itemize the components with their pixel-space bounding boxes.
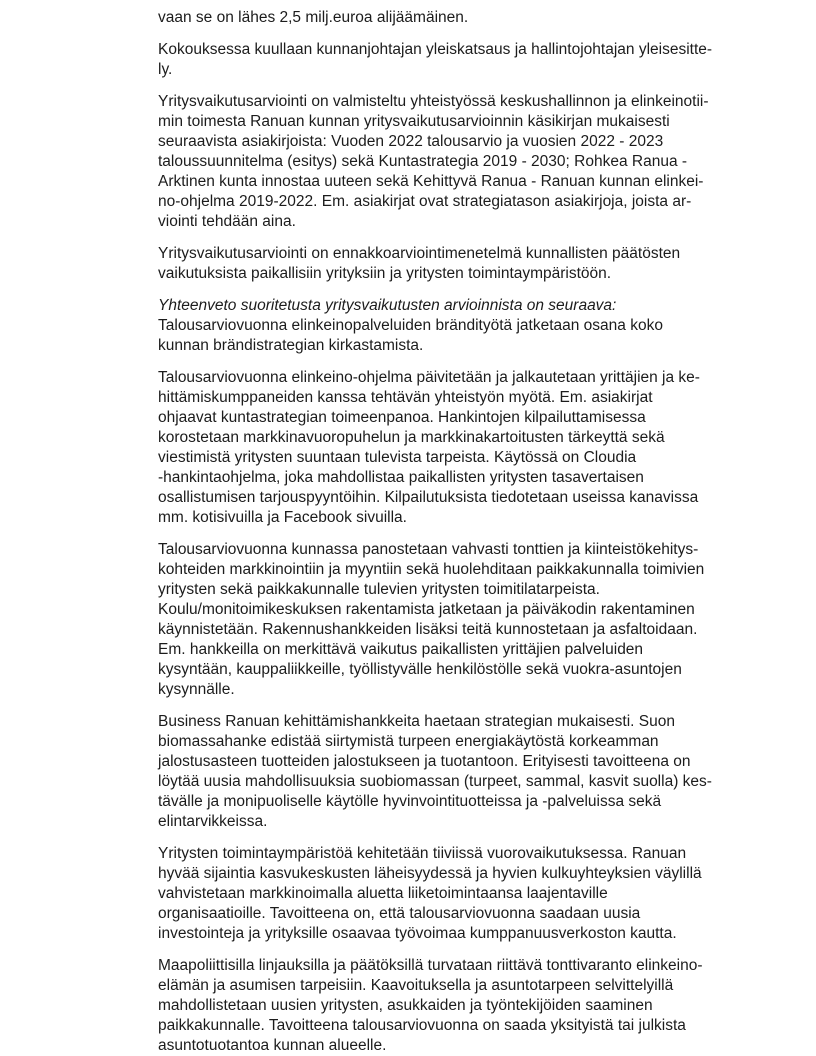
- paragraph-4: [158, 244, 798, 284]
- text-line: kohteiden markkinointiin ja myyntiin sekä huolehditaan paikkakunnalla toimivien: [158, 561, 705, 578]
- text-line: Yhteenveto suoritetusta yritysvaikutusten arvioinnista on seuraava:: [158, 297, 617, 314]
- paragraph-7: [158, 540, 798, 700]
- text-line: no-ohjelma 2019-2022. Em. asiakirjat ovat strategiatason asiakirjoja, joista ar-: [158, 193, 692, 210]
- text-line: biomassahanke edistää siirtymistä turpeen energiakäytöstä korkeamman: [158, 733, 659, 750]
- text-line: vahvistetaan markkinoimalla aluetta liiketoimintaansa laajentaville: [158, 885, 608, 902]
- text-line: osallistumisen tarjouspyyntöihin. Kilpailutuksista tiedotetaan useissa kanavissa: [158, 489, 699, 506]
- text-line: kunnan brändistrategian kirkastamista.: [158, 337, 424, 354]
- text-line: Yritysvaikutusarviointi on valmisteltu yhteistyössä keskushallinnon ja elinkeinotii-: [158, 93, 709, 110]
- text-line: seuraavista asiakirjoista: Vuoden 2022 talousarvio ja vuosien 2022 - 2023: [158, 133, 664, 150]
- paragraph-10: [158, 956, 798, 1056]
- text-line: mahdollistetaan uusien yritysten, asukkaiden ja työntekijöiden saaminen: [158, 997, 653, 1014]
- paragraph-3: [158, 92, 798, 232]
- document-body: [158, 8, 798, 1056]
- text-line: kysynnälle.: [158, 681, 235, 698]
- text-line: Maapoliittisilla linjauksilla ja päätöksillä turvataan riittävä tonttivaranto elinkeino-: [158, 957, 703, 974]
- text-line: paikkakunnalle. Tavoitteena talousarviovuonna on saada yksityistä tai julkista: [158, 1017, 686, 1034]
- text-line: löytää uusia mahdollisuuksia suobiomassan (turpeet, sammal, kasvit suolla) kes-: [158, 773, 712, 790]
- text-line: asuntotuotantoa kunnan alueelle.: [158, 1037, 387, 1054]
- text-line: Koulu/monitoimikeskuksen rakentamista jatketaan ja päiväkodin rakentaminen: [158, 601, 695, 618]
- text-line: kysyntään, kauppaliikkeille, työllistyvälle henkilöstölle sekä vuokra-asuntojen: [158, 661, 682, 678]
- text-line: Em. hankkeilla on merkittävä vaikutus paikallisten yrittäjien palveluiden: [158, 641, 644, 658]
- text-line: Arktinen kunta innostaa uuteen sekä Kehittyvä Ranua - Ranuan kunnan elinkei-: [158, 173, 704, 190]
- text-line: viointi tehdään aina.: [158, 213, 296, 230]
- paragraph-9: [158, 844, 798, 944]
- paragraph-2: [158, 40, 798, 80]
- paragraph-1: [158, 8, 798, 28]
- text-line: Talousarviovuonna elinkeinopalveluiden brändityötä jatketaan osana koko: [158, 317, 663, 334]
- text-line: vaan se on lähes 2,5 milj.euroa alijäämäinen.: [158, 9, 469, 26]
- text-line: Business Ranuan kehittämishankkeita haetaan strategian mukaisesti. Suon: [158, 713, 675, 730]
- text-line: korostetaan markkinavuoropuhelun ja markkinakartoitusten tärkeyttä sekä: [158, 429, 665, 446]
- text-line: tävälle ja monipuoliselle käytölle hyvinvointituotteissa ja -palveluissa sekä: [158, 793, 662, 810]
- text-line: yritysten sekä paikkakunnalle tulevien yritysten toimitilatarpeista.: [158, 581, 600, 598]
- text-line: mm. kotisivuilla ja Facebook sivuilla.: [158, 509, 407, 526]
- text-line: ohjaavat kuntastrategian toimeenpanoa. Hankintojen kilpailuttamisessa: [158, 409, 646, 426]
- text-line: -hankintaohjelma, joka mahdollistaa paikallisten yritysten tasavertaisen: [158, 469, 644, 486]
- text-line: käynnistetään. Rakennushankkeiden lisäksi teitä kunnostetaan ja asfaltoidaan.: [158, 621, 698, 638]
- text-line: hyvää sijaintia kasvukeskusten läheisyydessä ja hyvien kulkuyhteyksien väylillä: [158, 865, 702, 882]
- text-line: elintarvikkeissa.: [158, 813, 268, 830]
- text-line: Talousarviovuonna kunnassa panostetaan vahvasti tonttien ja kiinteistökehitys-: [158, 541, 699, 558]
- text-line: jalostusasteen tuotteiden jalostukseen ja tuotantoon. Erityisesti tavoitteena on: [158, 753, 691, 770]
- text-line: hittämiskumppaneiden kanssa tehtävän yhteistyön myötä. Em. asiakirjat: [158, 389, 653, 406]
- text-line: Yritysten toimintaympäristöä kehitetään tiiviissä vuorovaikutuksessa. Ranuan: [158, 845, 687, 862]
- paragraph-5: [158, 296, 798, 356]
- text-line: Talousarviovuonna elinkeino-ohjelma päivitetään ja jalkautetaan yrittäjien ja ke-: [158, 369, 700, 386]
- text-line: viestimistä yritysten suuntaan tulevista tarpeista. Käytössä on Cloudia: [158, 449, 637, 466]
- text-line: taloussuunnitelma (esitys) sekä Kuntastrategia 2019 - 2030; Rohkea Ranua -: [158, 153, 688, 170]
- text-line: Yritysvaikutusarviointi on ennakkoarviointimenetelmä kunnallisten päätösten: [158, 245, 681, 262]
- text-line: min toimesta Ranuan kunnan yritysvaikutusarvioinnin käsikirjan mukaisesti: [158, 113, 670, 130]
- text-line: vaikutuksista paikallisiin yrityksiin ja yritysten toimintaympäristöön.: [158, 265, 612, 282]
- text-line: organisaatioille. Tavoitteena on, että talousarviovuonna saadaan uusia: [158, 905, 641, 922]
- text-line: ly.: [158, 61, 173, 78]
- text-line: elämän ja asumisen tarpeisiin. Kaavoituksella ja asuntotarpeen selvittelyillä: [158, 977, 674, 994]
- paragraph-6: [158, 368, 798, 528]
- text-line: investointeja ja yrityksille osaavaa työvoimaa kumppanuusverkoston kautta.: [158, 925, 677, 942]
- paragraph-8: [158, 712, 798, 832]
- text-line: Kokouksessa kuullaan kunnanjohtajan yleiskatsaus ja hallintojohtajan yleisesitte-: [158, 41, 713, 58]
